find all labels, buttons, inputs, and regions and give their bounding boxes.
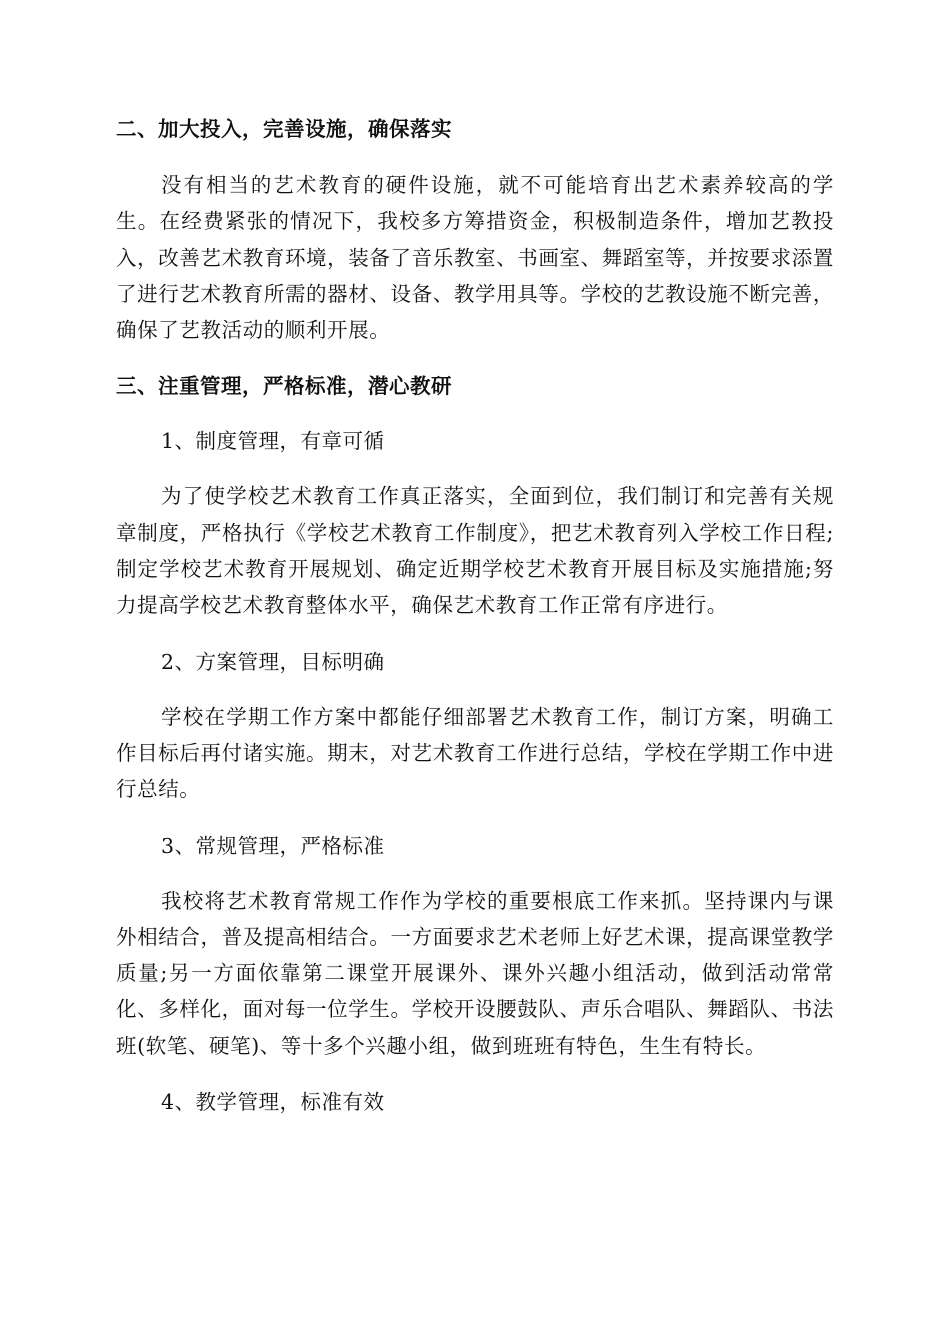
subsection-title-system: 1、制度管理，有章可循 [161, 429, 385, 454]
document-page [116, 111, 834, 1121]
subsection-title-teaching: 4、教学管理，标准有效 [161, 1090, 385, 1115]
subsection-title-routine: 3、常规管理，严格标准 [161, 833, 385, 858]
subsection-title-plan: 2、方案管理，目标明确 [161, 649, 385, 674]
section-heading-management: 三、注重管理，严格标准，潜心教研 [116, 374, 452, 399]
subsection-paragraph-system: 为了使学校艺术教育工作真正落实，全面到位，我们制订和完善有关规章制度，严格执行《学校艺术教育工作制度》，把艺术教育列入学校工作日程;制定学校艺术教育开展规划、确定近期学校艺术教育开展目标及实施措施;努力提高学校艺术教育整体水平，确保艺术教育工作正常有序进行。 [116, 484, 834, 618]
subsection-paragraph-routine: 我校将艺术教育常规工作作为学校的重要根底工作来抓。坚持课内与课外相结合，普及提高相结合。一方面要求艺术老师上好艺术课，提高课堂教学质量;另一方面依靠第二课堂开展课外、课外兴趣小组活动，做到活动常常化、多样化，面对每一位学生。学校开设腰鼓队、声乐合唱队、舞蹈队、书法班(软笔、硬笔)、等十多个兴趣小组，做到班班有特色，生生有特长。 [116, 888, 834, 1058]
section-paragraph-facilities: 没有相当的艺术教育的硬件设施，就不可能培育出艺术素养较高的学生。在经费紧张的情况下，我校多方筹措资金，积极制造条件，增加艺教投入，改善艺术教育环境，装备了音乐教室、书画室、舞蹈室等，并按要求添置了进行艺术教育所需的器材、设备、教学用具等。学校的艺教设施不断完善，确保了艺教活动的顺利开展。 [116, 173, 834, 343]
section-heading-facilities: 二、加大投入，完善设施，确保落实 [116, 117, 452, 141]
subsection-paragraph-plan: 学校在学期工作方案中都能仔细部署艺术教育工作，制订方案，明确工作目标后再付诸实施。期末，对艺术教育工作进行总结，学校在学期工作中进行总结。 [116, 704, 834, 802]
